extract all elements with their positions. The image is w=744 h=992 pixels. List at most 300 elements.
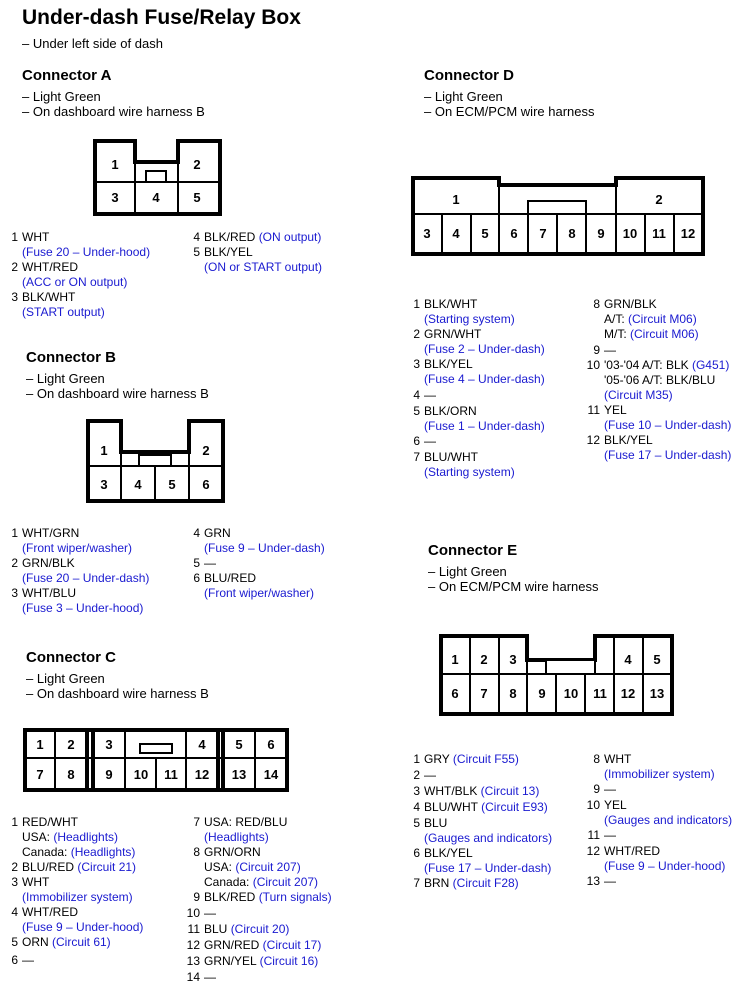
connector-d-title: Connector D [424, 67, 514, 84]
pin-line [424, 434, 436, 449]
pin-label: 10 [133, 767, 149, 782]
pin-number: 2 [11, 860, 18, 874]
pin-line [604, 418, 731, 433]
pin-wire: USA: RED/BLU [204, 815, 288, 829]
page-title: Under-dash Fuse/Relay Box [22, 6, 301, 29]
pin-line [22, 953, 34, 968]
pin-number: 5 [193, 245, 200, 259]
pin-line [424, 404, 477, 419]
pin-label: 8 [67, 767, 75, 782]
pin-circuit: (Fuse 9 – Under-hood) [604, 859, 726, 873]
pin-number: 5 [413, 404, 420, 418]
pin-line [204, 830, 269, 845]
pin-number: 2 [413, 768, 420, 782]
pin-number: 4 [413, 388, 420, 402]
pin-wire: BLK/YEL [204, 245, 253, 259]
pin-line [424, 327, 481, 342]
connector-a-color: – Light Green [22, 89, 101, 104]
connector-c-diagram [22, 724, 290, 794]
pin-wire: GRN/BLK [604, 297, 657, 311]
pin-circuit: (Circuit 207) [235, 860, 301, 874]
pin-line [204, 571, 256, 586]
pin-line [204, 245, 253, 260]
pin-number: 9 [193, 890, 200, 904]
pin-circuit: (G451) [691, 358, 730, 372]
pin-number: 1 [413, 297, 420, 311]
pin-wire: BLK/WHT [424, 297, 478, 311]
connector-c-harness: – On dashboard wire harness B [26, 686, 209, 701]
pin-label: 4 [624, 652, 632, 667]
pin-line [424, 465, 515, 480]
pin-circuit: (Circuit 207) [252, 875, 319, 889]
pin-label: 3 [105, 737, 113, 752]
pin-line [424, 297, 477, 312]
pin-line [424, 876, 519, 891]
pin-circuit: (Gauges and indicators) [424, 831, 553, 845]
pin-label: 7 [480, 686, 488, 701]
pin-wire: BLU/RED [204, 571, 257, 585]
pin-label: 2 [193, 157, 201, 172]
pin-line [22, 920, 143, 935]
pin-label: 6 [510, 226, 518, 241]
pin-line [604, 767, 715, 782]
pin-line [22, 875, 49, 890]
pin-line [22, 905, 78, 920]
pin-wire: ORN [22, 935, 52, 949]
pin-number: 11 [187, 922, 200, 936]
pin-wire: GRN/WHT [424, 327, 482, 341]
pin-circuit: (Circuit 17) [262, 938, 322, 952]
pin-label: 13 [231, 767, 247, 782]
pin-wire: GRN/BLK [22, 556, 75, 570]
pin-label: 12 [680, 226, 696, 241]
pin-line [204, 970, 216, 985]
pin-label: 6 [202, 477, 210, 492]
pin-circuit: (Circuit 20) [230, 922, 290, 936]
pin-number: 4 [11, 905, 18, 919]
pin-line [22, 541, 132, 556]
pin-number: 10 [586, 798, 600, 812]
pin-line [22, 571, 149, 586]
pin-line [424, 800, 548, 815]
pin-label: 4 [134, 477, 142, 492]
pin-circuit: (ACC or ON output) [22, 275, 128, 289]
pin-number: 4 [413, 800, 420, 814]
pin-line [204, 230, 321, 245]
connector-b-color: – Light Green [26, 371, 105, 386]
pin-label: 9 [538, 686, 546, 701]
pin-number: 8 [593, 752, 600, 766]
pin-label: 13 [649, 686, 665, 701]
pin-line [604, 433, 653, 448]
pin-wire: '03-'04 A/T: BLK [604, 358, 692, 372]
pin-label: 5 [653, 652, 661, 667]
pin-label: 7 [36, 767, 44, 782]
pin-label: 11 [652, 226, 666, 241]
pin-circuit: (Fuse 17 – Under-dash) [604, 448, 732, 462]
pin-line [204, 922, 289, 937]
pin-line [424, 388, 436, 403]
pin-number: 6 [413, 434, 420, 448]
connector-e-title: Connector E [428, 542, 518, 559]
pin-circuit: (Circuit 21) [77, 860, 137, 874]
pin-line [22, 305, 105, 320]
pin-wire: GRY [424, 752, 453, 766]
pin-label: 2 [67, 737, 75, 752]
pin-line [604, 798, 627, 813]
pin-wire: Canada: [22, 845, 71, 859]
pin-line [204, 815, 287, 830]
pin-wire: BLK/WHT [22, 290, 76, 304]
pin-line [204, 845, 261, 860]
pin-circuit: (Circuit 16) [259, 954, 319, 968]
pin-circuit: (Starting system) [424, 465, 515, 479]
pin-circuit: (Circuit 61) [52, 935, 111, 949]
pin-number: 2 [11, 556, 18, 570]
pin-line [22, 815, 78, 830]
pin-wire: BRN [424, 876, 453, 890]
pin-number: 9 [593, 343, 600, 357]
pin-line [22, 245, 150, 260]
pin-label: 1 [100, 443, 108, 458]
pin-wire: BLU/RED [22, 860, 78, 874]
connector-a-title: Connector A [22, 67, 112, 84]
pin-line [604, 358, 729, 373]
connector-e-harness: – On ECM/PCM wire harness [428, 579, 599, 594]
pin-circuit: (Immobilizer system) [604, 767, 715, 781]
pin-circuit: (Fuse 1 – Under-dash) [424, 419, 545, 433]
pin-wire: — [604, 874, 616, 888]
pin-label: 1 [451, 652, 459, 667]
pin-wire: WHT [22, 875, 50, 889]
pin-number: 3 [413, 357, 420, 371]
pin-number: 6 [11, 953, 18, 967]
pin-line [22, 230, 49, 245]
connector-e-color: – Light Green [428, 564, 507, 579]
connector-d-harness: – On ECM/PCM wire harness [424, 104, 595, 119]
pin-circuit: (Circuit M06) [628, 312, 697, 326]
pin-label: 3 [100, 477, 108, 492]
pin-label: 5 [481, 226, 489, 241]
pin-circuit: (Circuit M35) [604, 388, 673, 402]
pin-wire: YEL [604, 798, 627, 812]
pin-label: 1 [111, 157, 119, 172]
pin-number: 11 [587, 828, 600, 842]
pin-line [22, 860, 136, 875]
pin-line [424, 831, 552, 846]
pin-circuit: (Fuse 20 – Under-dash) [22, 571, 150, 585]
pin-wire: BLK/ORN [424, 404, 477, 418]
pin-circuit: (Fuse 4 – Under-dash) [424, 372, 545, 386]
pin-number: 13 [186, 954, 200, 968]
pin-label: 5 [235, 737, 243, 752]
pin-line [204, 890, 332, 905]
pin-number: 5 [193, 556, 200, 570]
pin-line [424, 419, 545, 434]
pin-wire: GRN/YEL [204, 954, 260, 968]
pin-label: 1 [452, 192, 460, 207]
pin-label: 6 [267, 737, 275, 752]
pin-wire: — [424, 388, 436, 402]
pin-wire: WHT/RED [22, 260, 78, 274]
pin-line [22, 586, 76, 601]
pin-wire: RED/WHT [22, 815, 78, 829]
pin-wire: BLU [424, 816, 448, 830]
pin-label: 10 [563, 686, 579, 701]
pin-circuit: (Fuse 17 – Under-dash) [424, 861, 552, 875]
pin-line [604, 312, 697, 327]
pin-wire: YEL [604, 403, 627, 417]
pin-line [424, 450, 478, 465]
pin-number: 6 [193, 571, 200, 585]
pin-line [204, 906, 216, 921]
pin-wire: WHT/GRN [22, 526, 80, 540]
connector-a-diagram [90, 138, 230, 218]
pin-wire: WHT [22, 230, 50, 244]
pin-number: 5 [413, 816, 420, 830]
pin-number: 10 [586, 358, 600, 372]
pin-wire: WHT/BLK [424, 784, 481, 798]
pin-label: 5 [168, 477, 176, 492]
pin-wire: WHT [604, 752, 632, 766]
pin-circuit: (Circuit F55) [452, 752, 519, 766]
pin-label: 12 [620, 686, 636, 701]
pin-wire: — [604, 828, 616, 842]
pin-wire: WHT/BLU [22, 586, 76, 600]
pin-circuit: (Fuse 9 – Under-dash) [204, 541, 325, 555]
pin-line [604, 343, 616, 358]
connector-d-diagram [408, 172, 708, 258]
pin-line [604, 844, 660, 859]
pin-number: 7 [413, 876, 420, 890]
pin-line [22, 290, 75, 305]
pin-label: 6 [451, 686, 459, 701]
pin-wire: BLK/YEL [604, 433, 653, 447]
pin-label: 3 [423, 226, 431, 241]
pin-circuit: (Circuit 13) [480, 784, 540, 798]
pin-label: 8 [509, 686, 517, 701]
pin-label: 14 [263, 767, 279, 782]
pin-line [424, 357, 473, 372]
pin-line [604, 874, 616, 889]
pin-wire: BLU/WHT [424, 450, 478, 464]
pin-number: 4 [193, 526, 200, 540]
pin-line [424, 784, 539, 799]
pin-line [204, 586, 314, 601]
pin-number: 2 [413, 327, 420, 341]
pin-line [22, 935, 111, 950]
pin-number: 5 [11, 935, 18, 949]
pin-wire: BLK/RED [204, 230, 259, 244]
pin-number: 2 [11, 260, 18, 274]
pin-wire: — [22, 953, 34, 967]
pin-label: 12 [194, 767, 210, 782]
pin-line [424, 861, 551, 876]
pin-circuit: (Fuse 20 – Under-hood) [22, 245, 151, 259]
pin-label: 9 [597, 226, 605, 241]
pin-label: 2 [202, 443, 210, 458]
pin-label: 7 [539, 226, 547, 241]
pin-circuit: (Front wiper/washer) [22, 541, 133, 555]
pin-line [22, 601, 143, 616]
pin-number: 6 [413, 846, 420, 860]
pin-line [424, 342, 545, 357]
pin-circuit: (Fuse 9 – Under-hood) [22, 920, 144, 934]
pin-line [424, 752, 519, 767]
pin-wire: Canada: [204, 875, 253, 889]
pin-label: 4 [452, 226, 460, 241]
pin-circuit: (Circuit M06) [630, 327, 699, 341]
pin-label: 3 [509, 652, 517, 667]
pin-line [22, 845, 135, 860]
pin-line [424, 846, 473, 861]
pin-line [204, 954, 318, 969]
pin-wire: — [424, 768, 436, 782]
pin-number: 1 [413, 752, 420, 766]
pin-circuit: (Immobilizer system) [22, 890, 133, 904]
pin-circuit: (ON or START output) [204, 260, 323, 274]
pin-circuit: (Circuit F28) [452, 876, 519, 890]
pin-number: 12 [586, 844, 600, 858]
pin-number: 9 [593, 782, 600, 796]
pin-number: 4 [193, 230, 200, 244]
pin-wire: A/T: [604, 312, 629, 326]
pin-line [22, 526, 79, 541]
pin-circuit: (Headlights) [204, 830, 269, 844]
pin-line [604, 859, 725, 874]
pin-label: 8 [568, 226, 576, 241]
pin-line [22, 830, 118, 845]
pin-wire: M/T: [604, 327, 630, 341]
pin-label: 2 [655, 192, 663, 207]
pin-circuit: (START output) [22, 305, 105, 319]
pin-line [604, 828, 616, 843]
pin-wire: USA: [22, 830, 54, 844]
pin-line [424, 312, 515, 327]
pin-line [424, 816, 447, 831]
pin-circuit: (Fuse 10 – Under-dash) [604, 418, 732, 432]
connector-b-title: Connector B [26, 349, 116, 366]
pin-wire: WHT/RED [604, 844, 660, 858]
pin-line [604, 752, 631, 767]
pin-circuit: (Starting system) [424, 312, 515, 326]
pin-label: 2 [480, 652, 488, 667]
connector-c-color: – Light Green [26, 671, 105, 686]
pin-circuit: (Headlights) [53, 830, 119, 844]
pin-line [204, 556, 216, 571]
pin-wire: GRN [204, 526, 231, 540]
pin-line [604, 813, 732, 828]
pin-wire: USA: [204, 860, 236, 874]
pin-wire: — [604, 343, 616, 357]
pin-number: 1 [11, 815, 18, 829]
pin-number: 3 [413, 784, 420, 798]
pin-line [604, 403, 627, 418]
connector-b-diagram [84, 418, 230, 504]
pin-line [204, 260, 322, 275]
pin-line [22, 275, 127, 290]
pin-wire: — [204, 556, 216, 570]
pin-line [604, 373, 715, 388]
pin-circuit: (Headlights) [70, 845, 136, 859]
pin-circuit: (Turn signals) [258, 890, 332, 904]
pin-number: 3 [11, 875, 18, 889]
pin-circuit: (Circuit E93) [481, 800, 548, 814]
pin-number: 7 [413, 450, 420, 464]
pin-line [22, 556, 75, 571]
pin-number: 3 [11, 586, 18, 600]
pin-label: 11 [164, 767, 178, 782]
pin-label: 4 [198, 737, 206, 752]
pin-label: 10 [622, 226, 638, 241]
pin-wire: BLK/RED [204, 890, 259, 904]
pin-wire: GRN/ORN [204, 845, 261, 859]
pin-line [604, 782, 616, 797]
pin-number: 12 [186, 938, 200, 952]
pin-line [204, 938, 321, 953]
pin-line [204, 875, 318, 890]
pin-number: 13 [586, 874, 600, 888]
pin-number: 11 [587, 403, 600, 417]
pin-number: 8 [593, 297, 600, 311]
pin-line [22, 890, 133, 905]
page-subtitle: – Under left side of dash [22, 36, 163, 51]
pin-line [604, 448, 731, 463]
pin-line [204, 526, 231, 541]
pin-label: 4 [152, 190, 160, 205]
pin-circuit: (Gauges and indicators) [604, 813, 733, 827]
pin-wire: — [604, 782, 616, 796]
pin-line [604, 297, 657, 312]
pin-circuit: (Fuse 2 – Under-dash) [424, 342, 545, 356]
pin-wire: GRN/RED [204, 938, 263, 952]
pin-wire: BLU [204, 922, 231, 936]
pin-line [424, 372, 545, 387]
pin-number: 1 [11, 230, 18, 244]
pin-number: 14 [186, 970, 200, 984]
connector-a-harness: – On dashboard wire harness B [22, 104, 205, 119]
pin-number: 3 [11, 290, 18, 304]
pin-wire: WHT/RED [22, 905, 78, 919]
pin-wire: BLK/YEL [424, 846, 473, 860]
pin-wire: — [204, 970, 216, 984]
pin-label: 3 [111, 190, 119, 205]
pin-line [204, 860, 301, 875]
pin-number: 10 [186, 906, 200, 920]
pin-label: 9 [105, 767, 113, 782]
connector-b-harness: – On dashboard wire harness B [26, 386, 209, 401]
pin-circuit: (Fuse 3 – Under-hood) [22, 601, 144, 615]
connector-d-color: – Light Green [424, 89, 503, 104]
pin-label: 11 [593, 686, 607, 701]
pin-line [604, 388, 673, 403]
connector-e-diagram [436, 632, 680, 718]
pin-number: 7 [193, 815, 200, 829]
pin-line [424, 768, 436, 783]
pin-label: 5 [193, 190, 201, 205]
connector-c-title: Connector C [26, 649, 116, 666]
pin-number: 8 [193, 845, 200, 859]
pin-line [204, 541, 325, 556]
pin-label: 1 [36, 737, 44, 752]
pin-number: 1 [11, 526, 18, 540]
pin-number: 12 [586, 433, 600, 447]
pin-circuit: (ON output) [258, 230, 322, 244]
pin-circuit: (Front wiper/washer) [204, 586, 315, 600]
pin-line [22, 260, 78, 275]
pin-wire: BLK/YEL [424, 357, 473, 371]
pin-wire: — [424, 434, 436, 448]
